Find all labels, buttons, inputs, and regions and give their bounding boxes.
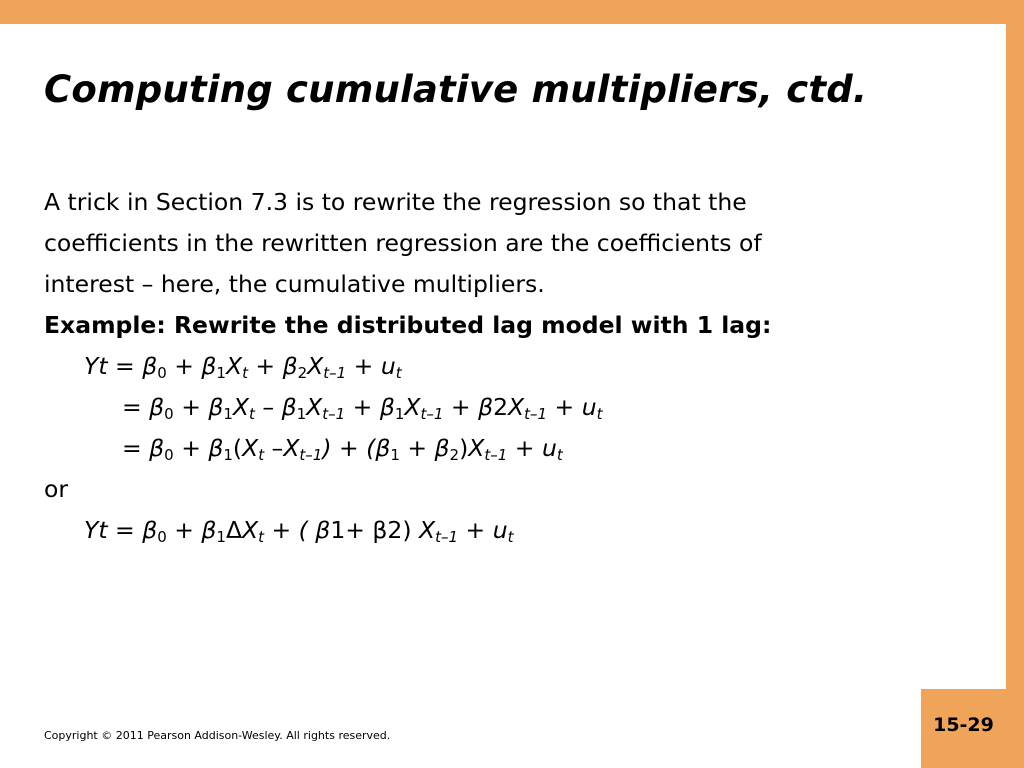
equation-2: = $\beta_0 + \beta_1X_t - \beta_1X_{t-1} + \beta_1X_{t-1} + \beta 2X_{t-1} + u_t$ bbox=[122, 393, 603, 423]
example-heading: Example: Rewrite the distributed lag model with 1 lag: bbox=[44, 311, 772, 339]
top-accent-bar bbox=[0, 0, 1024, 24]
equation-3: = $\beta_0 + \beta_1(X_t$ $-X_{t-1}) + (\beta_1 + \beta_2)X_{t-1} + u_t$ bbox=[122, 434, 563, 464]
intro-line-1: A trick in Section 7.3 is to rewrite the regression so that the bbox=[44, 188, 747, 216]
equation-1: $Yt = \beta_0 + \beta_1X_t + \beta_2X_{t-1} + u_t$ bbox=[84, 352, 402, 382]
intro-line-2: coefficients in the rewritten regression are the coefficients of bbox=[44, 229, 762, 257]
or-label: or bbox=[44, 475, 69, 503]
intro-line-3: interest – here, the cumulative multipliers. bbox=[44, 270, 545, 298]
copyright-notice: Copyright © 2011 Pearson Addison-Wesley. All rights reserved. bbox=[44, 729, 391, 742]
page-number: 15-29 bbox=[933, 714, 994, 736]
slide-title: Computing cumulative multipliers, ctd. bbox=[44, 68, 868, 111]
right-accent-bar bbox=[1006, 0, 1024, 768]
equation-4: $Yt = \beta_0 + \beta_1\Delta X_t$ + ( β1+ β2) $X_{t-1} + u_t$ bbox=[84, 516, 514, 546]
